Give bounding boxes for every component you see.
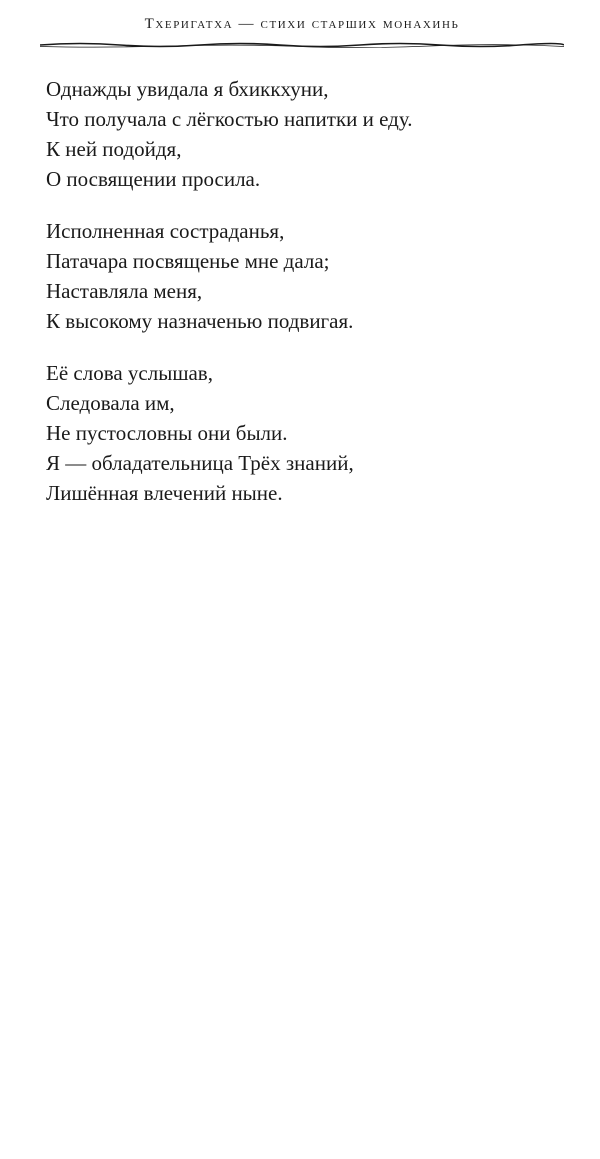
header-rule-divider — [40, 40, 564, 50]
poem-stanza-3 — [46, 358, 576, 508]
poem-line: К высокому назначенью подвигая. — [46, 309, 354, 333]
poem-line: Однажды увидала я бхиккхуни, — [46, 77, 329, 101]
poem-line: Исполненная состраданья, — [46, 219, 285, 243]
poem — [46, 74, 576, 530]
poem-line: Лишённая влечений ныне. — [46, 481, 283, 505]
poem-line: О посвящении просила. — [46, 167, 261, 191]
poem-line: Наставляла меня, — [46, 279, 203, 303]
running-title: Тхеригатха — стихи старших монахинь — [144, 16, 460, 32]
poem-line: К ней подойдя, — [46, 137, 182, 161]
poem-stanza-1 — [46, 74, 576, 194]
poem-line: Не пустословны они были. — [46, 421, 288, 445]
poem-stanza-2 — [46, 216, 576, 336]
poem-line: Что получала с лёгкостью напитки и еду. — [46, 107, 413, 131]
poem-line: Я — обладательница Трёх знаний, — [46, 451, 354, 475]
poem-line: Патачара посвященье мне дала; — [46, 249, 330, 273]
poem-line: Следовала им, — [46, 391, 175, 415]
page-header — [40, 14, 564, 50]
poem-line: Её слова услышав, — [46, 361, 213, 385]
